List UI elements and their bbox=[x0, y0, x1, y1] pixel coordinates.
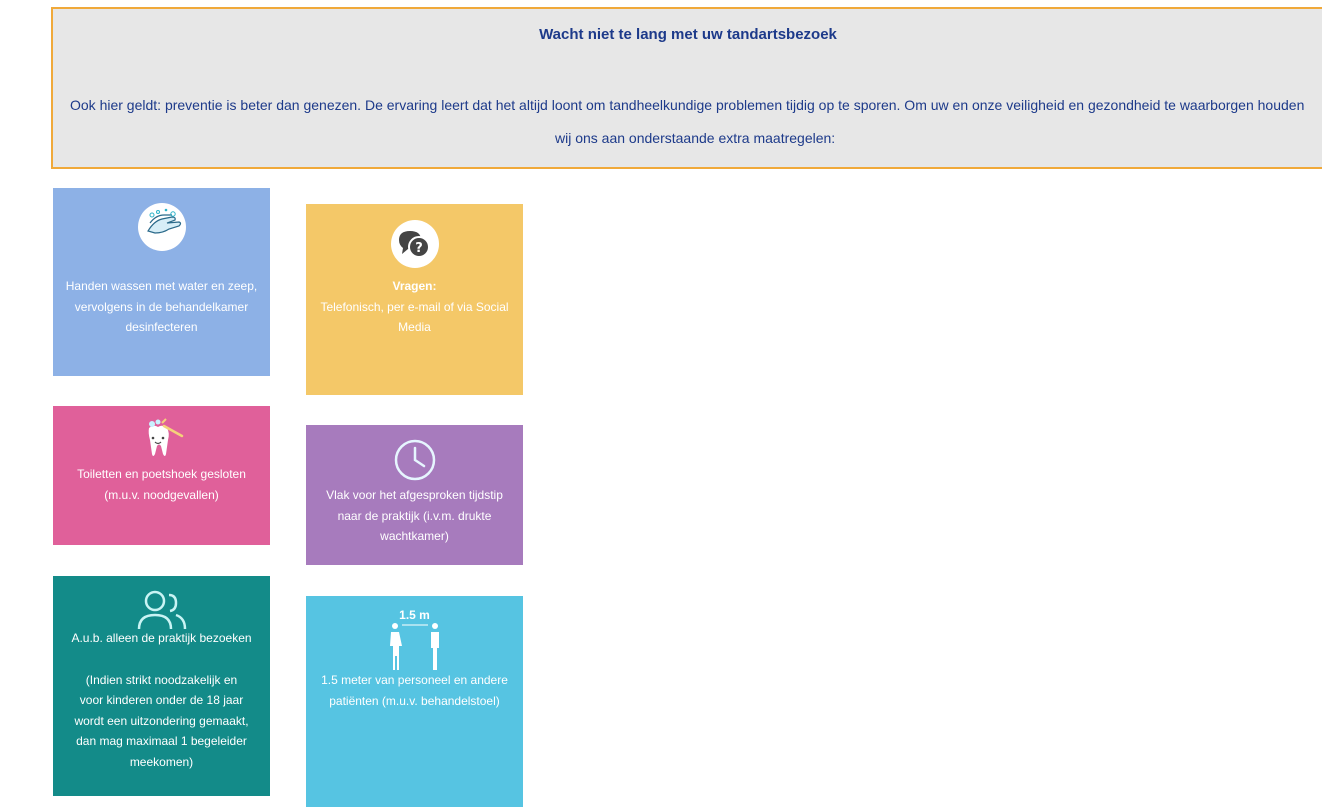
card-questions bbox=[306, 204, 523, 395]
card-line: wordt een uitzondering gemaakt, bbox=[74, 713, 249, 728]
card-line: (m.u.v. noodgevallen) bbox=[104, 487, 219, 502]
card-text bbox=[306, 276, 523, 338]
card-line: A.u.b. alleen de praktijk bezoeken bbox=[71, 631, 252, 645]
card-line: meekomen) bbox=[129, 754, 194, 769]
tooth-brushing-icon bbox=[134, 418, 190, 462]
card-hand-washing bbox=[53, 188, 270, 376]
card-line: 1.5 meter van personeel en andere bbox=[321, 673, 508, 687]
card-line: Telefonisch, per e-mail of via Social bbox=[320, 299, 509, 314]
card-text bbox=[306, 670, 523, 711]
card-line: wachtkamer) bbox=[380, 529, 449, 543]
card-toilets bbox=[53, 406, 270, 545]
svg-text:?: ? bbox=[414, 241, 423, 256]
clock-icon bbox=[393, 438, 437, 482]
card-text bbox=[53, 628, 270, 772]
card-text bbox=[53, 276, 270, 338]
card-line: naar de praktijk (i.v.m. drukte bbox=[337, 508, 492, 523]
card-line: desinfecteren bbox=[125, 320, 198, 334]
card-visit-alone bbox=[53, 576, 270, 796]
distance-figures-icon bbox=[380, 622, 450, 674]
card-distance bbox=[306, 596, 523, 807]
notice-title-text: Wacht niet te lang met uw tandartsbezoek bbox=[539, 26, 837, 43]
card-line: Vlak voor het afgesproken tijdstip bbox=[326, 488, 503, 502]
card-line: patiënten (m.u.v. behandelstoel) bbox=[329, 693, 500, 708]
card-line: Toiletten en poetshoek gesloten bbox=[77, 467, 246, 481]
card-line bbox=[65, 649, 258, 670]
notice-body bbox=[70, 89, 1322, 155]
question-chat-icon bbox=[389, 218, 441, 270]
card-line: vervolgens in de behandelkamer bbox=[74, 299, 249, 314]
notice-line-1: Ook hier geldt: preventie is beter dan genezen. De ervaring leert dat het altijd loont om tandheelkundige problemen tijdig op te sporen. Om uw en onze veiligheid en gezondheid te waarborgen houden bbox=[70, 97, 1305, 113]
card-line: (Indien strikt noodzakelijk en bbox=[85, 672, 238, 687]
info-notice bbox=[51, 7, 1322, 169]
card-line: dan mag maximaal 1 begeleider bbox=[76, 734, 247, 748]
card-text bbox=[53, 464, 270, 505]
card-line: Handen wassen met water en zeep, bbox=[65, 279, 258, 293]
card-heading-text: Vragen: bbox=[392, 279, 437, 293]
notice-title bbox=[53, 26, 1322, 43]
card-heading bbox=[318, 276, 511, 297]
distance-icon-label: 1.5 m bbox=[399, 608, 430, 622]
hand-washing-icon bbox=[136, 201, 188, 253]
card-line: Media bbox=[398, 320, 431, 334]
notice-line-2: wij ons aan onderstaande extra maatregelen: bbox=[555, 130, 836, 146]
card-text bbox=[306, 485, 523, 547]
card-arrival-time bbox=[306, 425, 523, 565]
card-line: voor kinderen onder de 18 jaar bbox=[79, 693, 244, 707]
people-icon bbox=[136, 589, 188, 631]
distance-icon bbox=[380, 608, 450, 674]
